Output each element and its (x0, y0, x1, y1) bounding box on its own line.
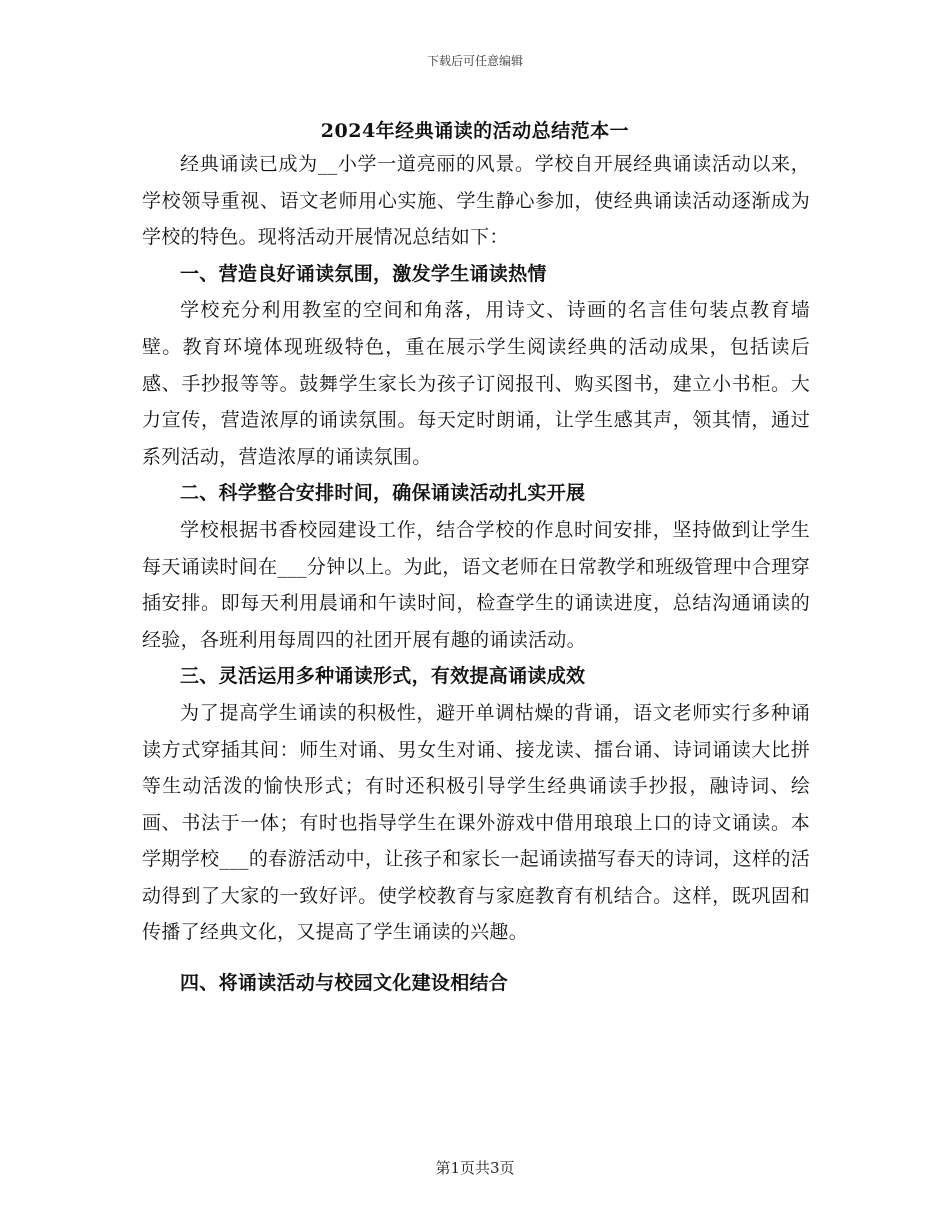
page-number-footer: 第1页共3页 (435, 1159, 515, 1177)
section-heading-1: 一、营造良好诵读氛围，激发学生诵读热情 (180, 262, 547, 285)
section-heading-2: 二、科学整合安排时间，确保诵读活动扎实开展 (180, 482, 586, 505)
section-1-paragraph: 学校充分利用教室的空间和角落，用诗文、诗画的名言佳句装点教育墙壁。教育环境体现班级特色，重在展示学生阅读经典的活动成果，包括读后感、手抄报等等。鼓舞学生家长为孩子订阅报刊、购买图书，建立小书柜。大力宣传，营造浓厚的诵读氛围。每天定时朗诵，让学生感其声，领其情，通过系列活动，营造浓厚的诵读氛围。 (142, 299, 810, 468)
section-heading-3: 三、灵活运用多种诵读形式，有效提高诵读成效 (180, 665, 586, 688)
section-heading-4: 四、将诵读活动与校园文化建设相结合 (180, 972, 509, 995)
intro-paragraph: 经典诵读已成为__小学一道亮丽的风景。学校自开展经典诵读活动以来，学校领导重视、语文老师用心实施、学生静心参加，使经典诵读活动逐渐成为学校的特色。现将活动开展情况总结如下： (142, 153, 810, 249)
document-body (142, 146, 810, 1002)
page-header-note: 下载后可任意编辑 (426, 54, 523, 68)
section-2-paragraph: 学校根据书香校园建设工作，结合学校的作息时间安排，坚持做到让学生每天诵读时间在___分钟以上。为此，语文老师在日常教学和班级管理中合理穿插安排。即每天利用晨诵和午读时间，检查学生的诵读进度，总结沟通诵读的经验，各班利用每周四的社团开展有趣的诵读活动。 (142, 518, 810, 651)
section-3-paragraph: 为了提高学生诵读的积极性，避开单调枯燥的背诵，语文老师实行多种诵读方式穿插其间：师生对诵、男女生对诵、接龙读、擂台诵、诗词诵读大比拼等生动活泼的愉快形式；有时还积极引导学生经典诵读手抄报，融诗词、绘画、书法于一体；有时也指导学生在课外游戏中借用琅琅上口的诗文诵读。本学期学校___的春游活动中，让孩子和家长一起诵读描写春天的诗词，这样的活动得到了大家的一致好评。使学校教育与家庭教育有机结合。这样，既巩固和传播了经典文化，又提高了学生诵读的兴趣。 (142, 701, 810, 944)
document-title: 2024年经典诵读的活动总结范本一 (320, 120, 630, 142)
